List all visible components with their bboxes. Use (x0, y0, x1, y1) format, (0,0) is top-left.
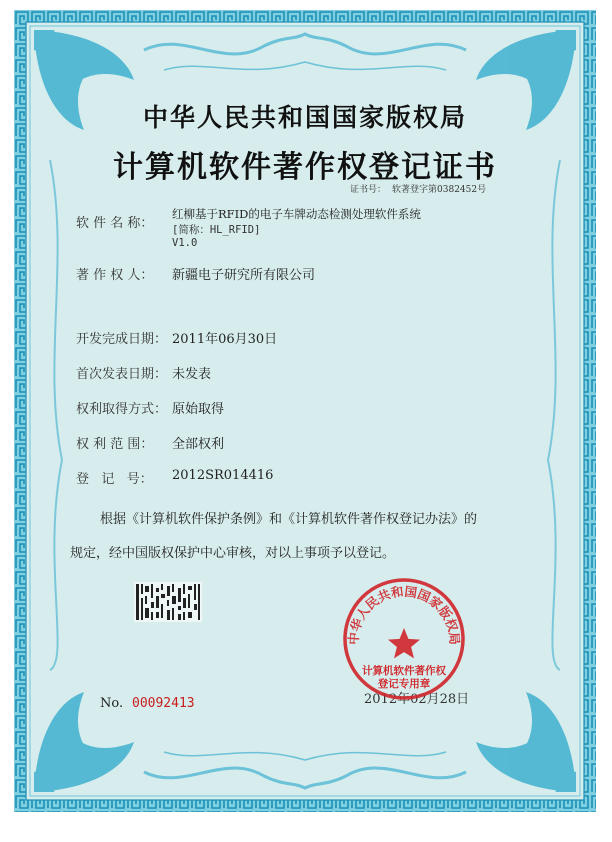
seal-line-1: 计算机软件著作权 (362, 665, 446, 677)
declaration-line-2: 规定，经中国版权保护中心审核，对以上事项予以登记。 (70, 546, 396, 561)
rights-scope-label: 权 利 范 围： (76, 437, 154, 452)
publish-date-label: 首次发表日期： (76, 367, 168, 382)
official-seal (341, 576, 467, 702)
registration-no-label: 登 记 号： (76, 472, 153, 487)
certificate-number (344, 182, 486, 195)
issuing-authority: 中华人民共和国国家版权局 (142, 103, 467, 132)
seal-line-2: 登记专用章 (377, 678, 431, 690)
rights-scope-value: 全部权利 (172, 437, 225, 452)
copyright-owner-value: 新疆电子研究所有限公司 (172, 268, 316, 283)
software-name-label: 软 件 名 称： (76, 216, 154, 231)
serial-number-label: No. (100, 696, 124, 711)
software-name-value: 红柳基于RFID的电子车牌动态检测处理软件系统 (172, 207, 421, 221)
dev-date-value: 2011年06月30日 (172, 332, 278, 347)
2d-barcode (134, 582, 202, 622)
copyright-owner-label: 著 作 权 人： (76, 268, 154, 283)
certificate (14, 10, 596, 812)
acquire-method-label: 权利取得方式： (76, 402, 168, 417)
certificate-title: 计算机软件著作权登记证书 (113, 150, 497, 185)
software-version: V1.0 (172, 237, 198, 249)
certificate-number-value: 软著登字第0382452号 (392, 185, 487, 195)
certificate-number-label: 证书号： (350, 185, 387, 195)
issue-date: 2012年02月28日 (364, 692, 470, 707)
acquire-method-value: 原始取得 (172, 402, 225, 417)
seal-ring-text: 中华人民共和国国家版权局 (345, 583, 463, 646)
registration-no-value: 2012SR014416 (172, 468, 274, 483)
software-abbrev: [简称：HL_RFID] (172, 224, 261, 236)
seal-star-icon (388, 628, 420, 658)
serial-number-value: 00092413 (132, 696, 195, 711)
publish-date-value: 未发表 (172, 367, 212, 382)
dev-date-label: 开发完成日期： (76, 332, 168, 347)
declaration-line-1: 根据《计算机软件保护条例》和《计算机软件著作权登记办法》的 (100, 512, 478, 527)
